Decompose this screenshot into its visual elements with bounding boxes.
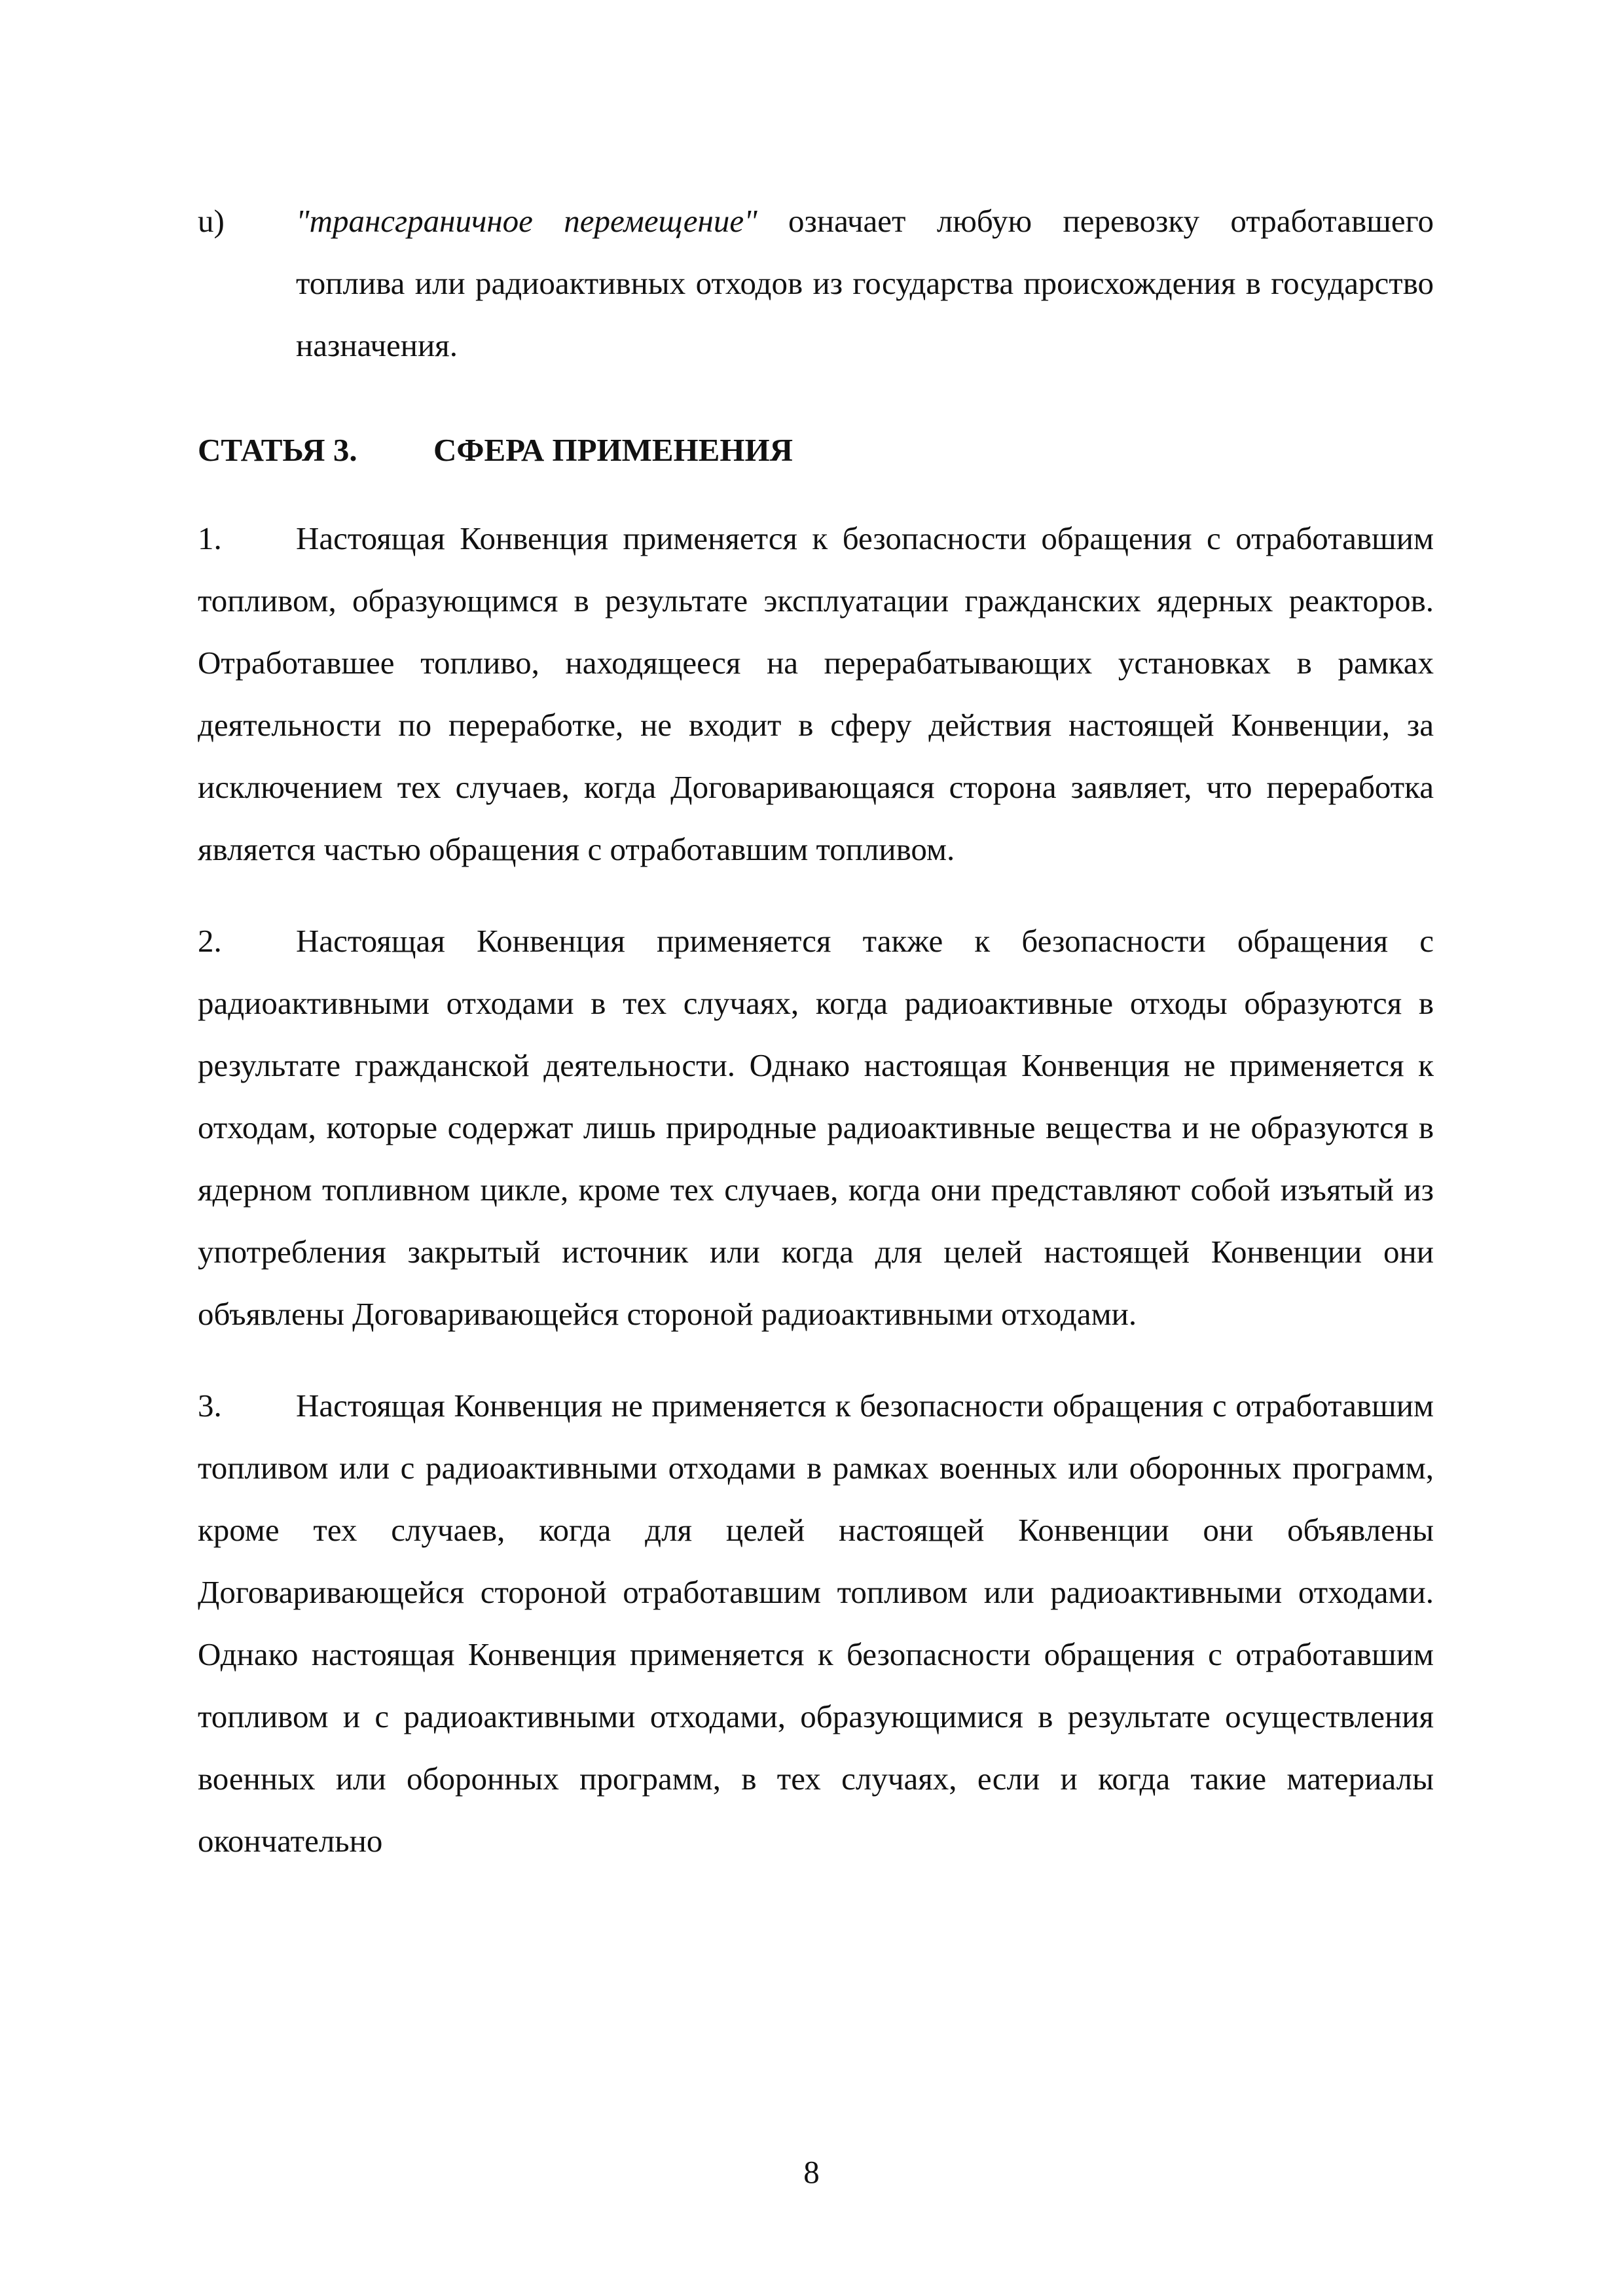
definition-term: "трансграничное перемещение" bbox=[296, 203, 757, 239]
paragraph-3 bbox=[198, 1374, 1434, 1872]
page-content bbox=[198, 190, 1434, 1901]
definition-item-u bbox=[198, 190, 1434, 376]
paragraph-text: Настоящая Конвенция не применяется к безопасности обращения с отработавшим топливом или с радиоактивными отходами в рамках военных или оборонных программ, кроме тех случаев, когда для целей настоящей Конвенции они объявлены Договаривающейся стороной отработавшим топливом или радиоактивными отходами. Однако настоящая Конвенция применяется к безопасности обращения с отработавшим топливом и с радиоактивными отходами, образующимися в результате осуществления военных или оборонных программ, в тех случаях, если и когда такие материалы окончательно bbox=[198, 1388, 1434, 1859]
paragraph-1 bbox=[198, 507, 1434, 880]
article-heading bbox=[198, 419, 1434, 481]
page-number: 8 bbox=[803, 2154, 820, 2190]
definition-text: означает любую перевозку отработавшего топлива или радиоактивных отходов из государства происхождения в государство назначения. bbox=[296, 203, 1434, 363]
paragraph-2 bbox=[198, 910, 1434, 1345]
paragraph-number: 1. bbox=[198, 520, 222, 556]
article-number: СТАТЬЯ 3. bbox=[198, 432, 357, 468]
paragraph-number: 2. bbox=[198, 923, 222, 959]
paragraph-text: Настоящая Конвенция применяется также к безопасности обращения с радиоактивными отходами в тех случаях, когда радиоактивные отходы образуются в результате гражданской деятельности. Однако настоящая Конвенция не применяется к отходам, которые содержат лишь природные радиоактивные вещества и не образуются в ядерном топливном цикле, кроме тех случаев, когда они представляют собой изъятый из употребления закрытый источник или когда для целей настоящей Конвенции они объявлены Договаривающейся стороной радиоактивными отходами. bbox=[198, 923, 1434, 1332]
definition-marker: u) bbox=[198, 203, 225, 239]
paragraph-number: 3. bbox=[198, 1388, 222, 1424]
paragraph-text: Настоящая Конвенция применяется к безопасности обращения с отработавшим топливом, образующимся в результате эксплуатации гражданских ядерных реакторов. Отработавшее топливо, находящееся на перерабатывающих установках в рамках деятельности по переработке, не входит в сферу действия настоящей Конвенции, за исключением тех случаев, когда Договаривающаяся сторона заявляет, что переработка является частью обращения с отработавшим топливом. bbox=[198, 520, 1434, 867]
article-title: СФЕРА ПРИМЕНЕНИЯ bbox=[433, 432, 793, 468]
